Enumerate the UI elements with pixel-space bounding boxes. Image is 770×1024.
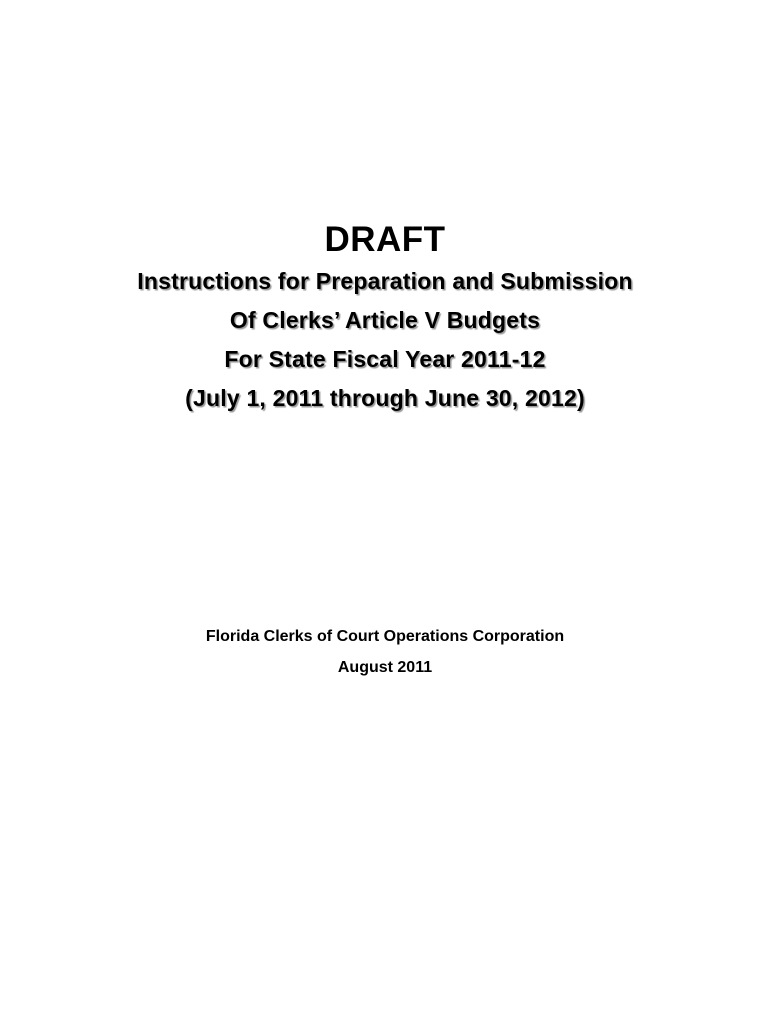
title-line-4: (July 1, 2011 through June 30, 2012) [185, 385, 585, 411]
draft-heading: DRAFT [324, 220, 446, 259]
publication-date: August 2011 [337, 659, 433, 676]
title-line-2: Of Clerks’ Article V Budgets [229, 307, 541, 333]
organization-name: Florida Clerks of Court Operations Corporation [205, 628, 565, 645]
title-line-1: Instructions for Preparation and Submission [137, 268, 633, 294]
title-line-3: For State Fiscal Year 2011-12 [224, 346, 546, 372]
